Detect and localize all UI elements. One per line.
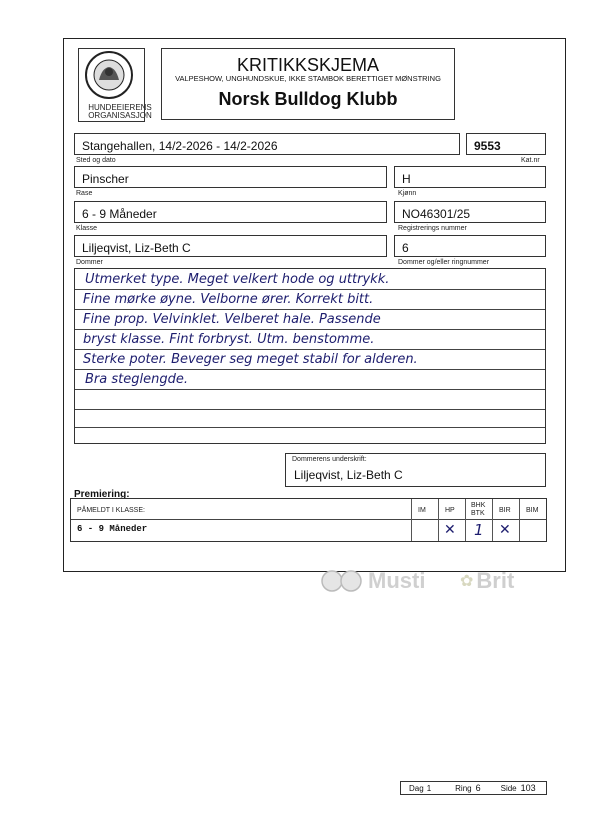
judge-field: Liljeqvist, Liz-Beth C [74,235,387,257]
critique-area [74,268,546,444]
col-im: IM [418,507,426,514]
registration-label: Registrerings nummer [398,225,467,232]
hp-mark: ✕ [444,522,456,538]
organizer-label-line1: HUNDEEIERENS [88,103,152,112]
registration-field: NO46301/25 [394,201,546,223]
musti-pets-icon [320,568,364,594]
brit-text: Brit [476,568,515,593]
col-bhk: BHK [471,502,486,509]
catalog-number-field: 9553 [466,133,546,155]
sex-field: H [394,166,546,188]
page-value: 103 [520,783,536,793]
critique-line: Fine mørke øyne. Velborne ører. Korrekt bitt. [83,292,374,307]
bir-mark: ✕ [499,522,511,538]
col-bir: BIR [499,507,511,514]
title-box [161,48,455,120]
organizer-label-line2: ORGANISASJON [88,111,152,120]
form-title: KRITIKKSKJEMA [236,55,380,75]
brit-logo [460,566,514,596]
signature-box [285,453,546,487]
critique-line: bryst klasse. Fint forbryst. Utm. benstomme. [83,332,375,347]
breed-field: Pinscher [74,166,387,188]
location-date-field: Stangehallen, 14/2-2026 - 14/2-2026 [74,133,460,155]
musti-logo [320,566,425,596]
class-field: 6 - 9 Måneder [74,201,387,223]
day-value: 1 [426,783,432,793]
premiering-class: 6 - 9 Måneder [77,524,148,534]
judge-label: Dommer [76,259,103,266]
logo-box [78,48,145,122]
musti-text: Musti [368,568,426,593]
ring-label: Ring [455,783,472,793]
signature-name: Liljeqvist, Liz-Beth C [294,468,403,482]
page-label: Side [500,783,517,793]
footer-box [400,781,547,795]
col-hp: HP [445,507,455,514]
location-date-label: Sted og dato [76,157,116,164]
ring-value: 6 [475,783,481,793]
critique-line: Fine prop. Velvinklet. Velberet hale. Passende [83,312,381,327]
col-btk: BTK [471,510,485,517]
premiering-table [70,498,547,542]
ring-number-field: 6 [394,235,546,257]
critique-line: Sterke poter. Beveger seg meget stabil for alderen. [83,352,418,367]
bhk-mark: 1 [474,521,484,539]
sex-label: Kjønn [398,190,417,197]
critique-line: Bra steglengde. [85,372,188,387]
catalog-label: Kat.nr [521,157,540,164]
premiering-title: Premiering: [74,489,130,500]
ring-number-label: Dommer og/eller ringnummer [398,259,490,266]
signature-label: Dommerens underskrift: [292,456,367,463]
col-bim: BIM [526,507,539,514]
form-subtitle: VALPESHOW, UNGHUNDSKUE, IKKE STAMBOK BERETTIGET MØNSTRING [175,74,441,83]
critique-line: Utmerket type. Meget velkert hode og uttrykk. [85,272,390,287]
brit-paw-icon: ✿ [460,573,474,590]
premiering-row-label: PÅMELDT I KLASSE: [77,507,145,514]
breed-label: Rase [76,190,93,197]
club-name: Norsk Bulldog Klubb [218,89,398,109]
day-label: Dag [409,783,424,793]
class-label: Klasse [76,225,98,232]
